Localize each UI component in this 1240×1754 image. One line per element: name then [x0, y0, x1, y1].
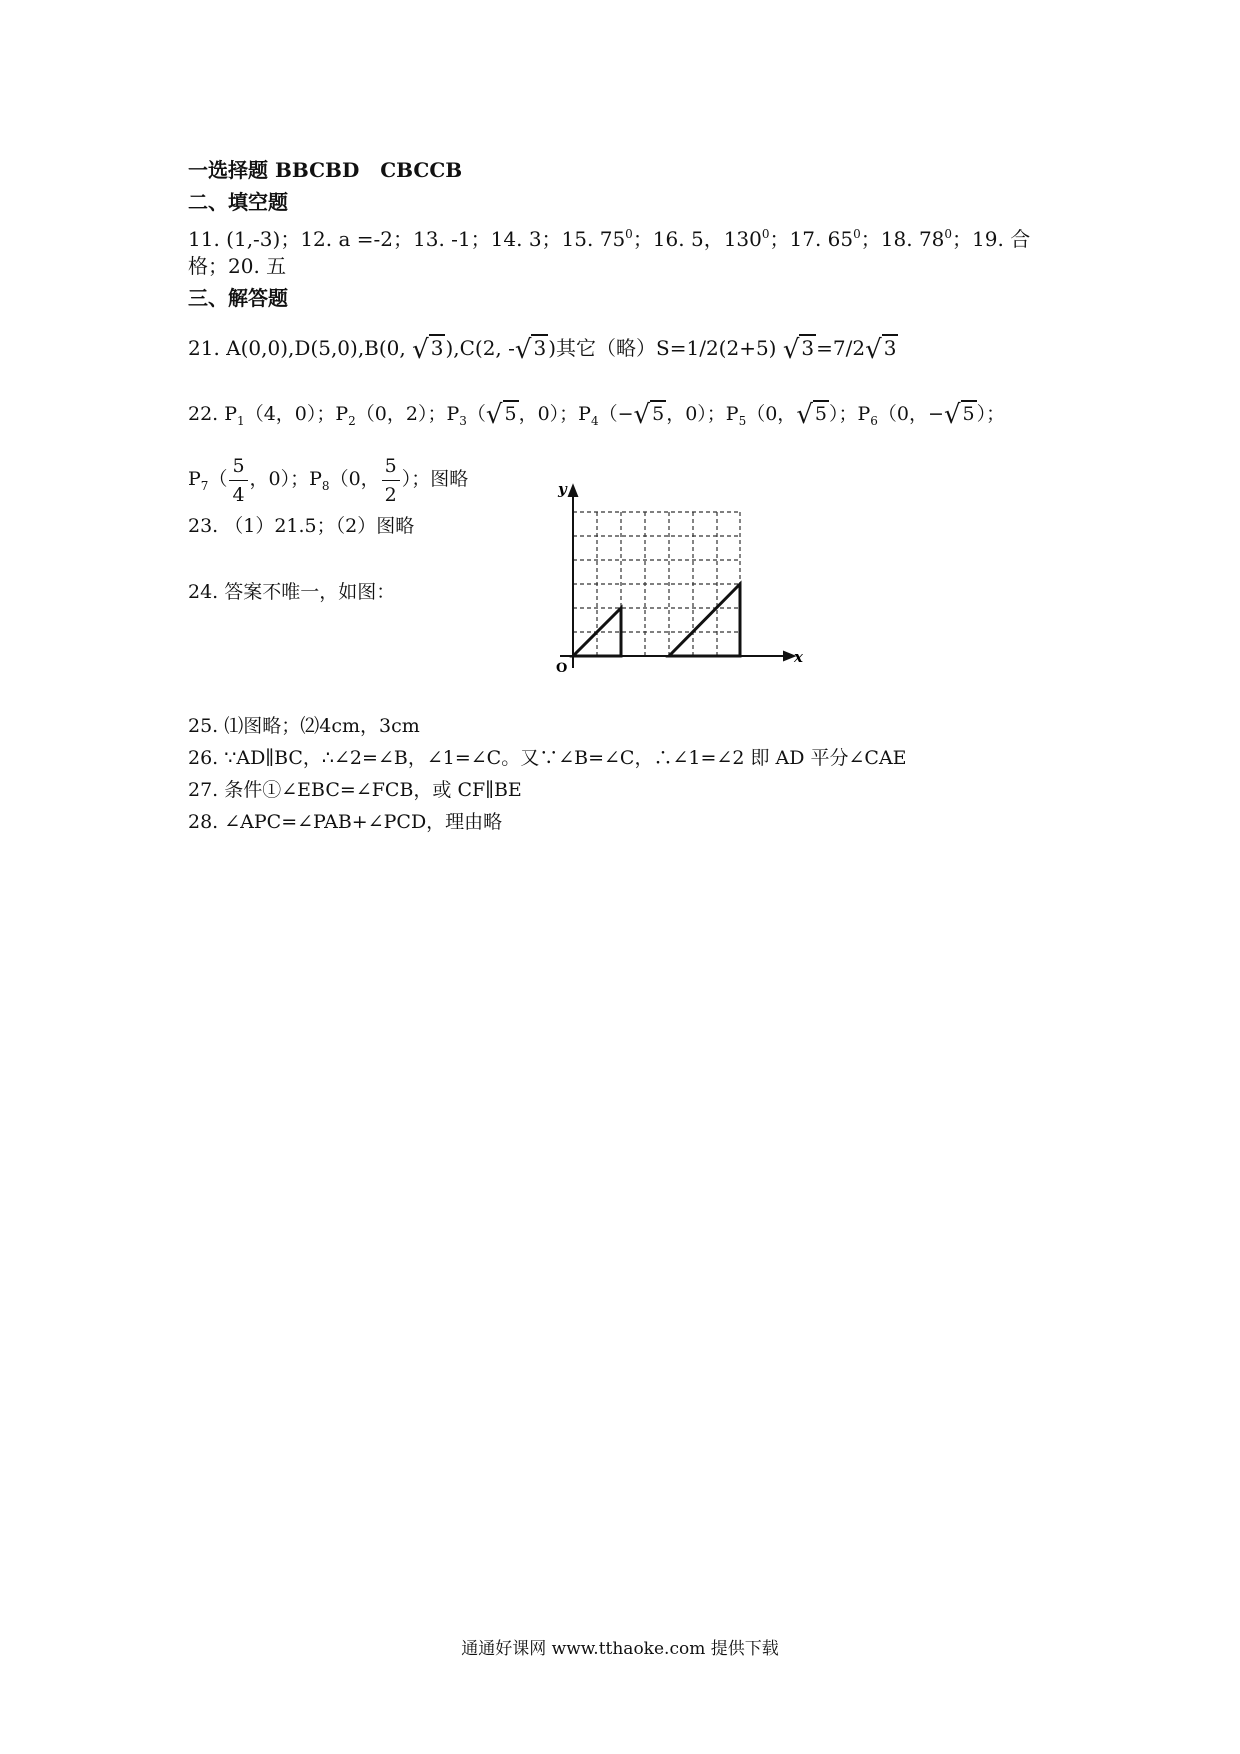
- answer-27: 27. 条件①∠EBC=∠FCB，或 CF∥BE: [188, 779, 522, 801]
- section1-answers2: CBCCB: [380, 158, 463, 182]
- fill-answers-line1: 11. (1,-3)；12. a =-2；13. -1；14. 3；15. $75^0$；16. 5，$130^0$；17. $65^0$；18. $78^0$；19. 合: [188, 227, 1031, 251]
- fill-answers-line2: 格；20. 五: [188, 254, 287, 278]
- fraction: $\frac{5}{4}$: [229, 452, 247, 509]
- answer-22-line1: 22. $P_1(4$，0）；$P_2(0$，2）；$P_3(√$ 5 ，0）；$P_4(-√$ 5 ，0）；$P_5(0$，√ 5 ）；$P_6(0$，−√ 5 ）；: [188, 400, 1006, 430]
- section1-line: [188, 156, 462, 184]
- grid-figure: [530, 482, 810, 672]
- answer-22-line2: $P_7$（ $\frac{5}{4}$ ，0）；$P_8(0$， $\frac{5}{2}$ ）；图略: [188, 450, 468, 515]
- large-right-triangle: [669, 584, 740, 656]
- axes: [560, 486, 794, 668]
- answer-25: 25. ⑴图略；⑵4cm，3cm: [188, 715, 420, 737]
- section2-title: 二、填空题: [188, 190, 288, 214]
- y-axis-label: y: [558, 482, 567, 498]
- answer-21: 21. A(0,0),D(5,0),B(0, √ 3 ),C(2, -√ 3 )其它（略）S=1/2(2+5) √ 3 =7/2√ 3: [188, 335, 897, 365]
- footer-download-note: 通通好课网 www.tthaoke.com 提供下载: [461, 1639, 779, 1659]
- answer-24: 24. 答案不唯一，如图：: [188, 581, 396, 603]
- fraction: $\frac{5}{2}$: [382, 452, 400, 509]
- section3-title: 三、解答题: [188, 286, 288, 310]
- x-axis-label: x: [794, 648, 803, 666]
- sqrt-symbol: √: [412, 335, 429, 365]
- answer-28: 28. ∠APC=∠PAB+∠PCD，理由略: [188, 811, 503, 833]
- origin-label: O: [556, 661, 568, 672]
- y-axis-arrow: [569, 486, 577, 496]
- triangles: [573, 584, 740, 656]
- dashed-grid: [573, 512, 740, 656]
- answer-23: 23. （1）21.5；（2）图略: [188, 515, 415, 537]
- x-axis-arrow: [784, 652, 794, 660]
- section1-title: 一选择题 BBCBD: [188, 158, 360, 182]
- answer-26: 26. ∵AD∥BC，∴∠2=∠B，∠1=∠C。又∵∠B=∠C，∴∠1=∠2 即 AD 平分∠CAE: [188, 747, 907, 769]
